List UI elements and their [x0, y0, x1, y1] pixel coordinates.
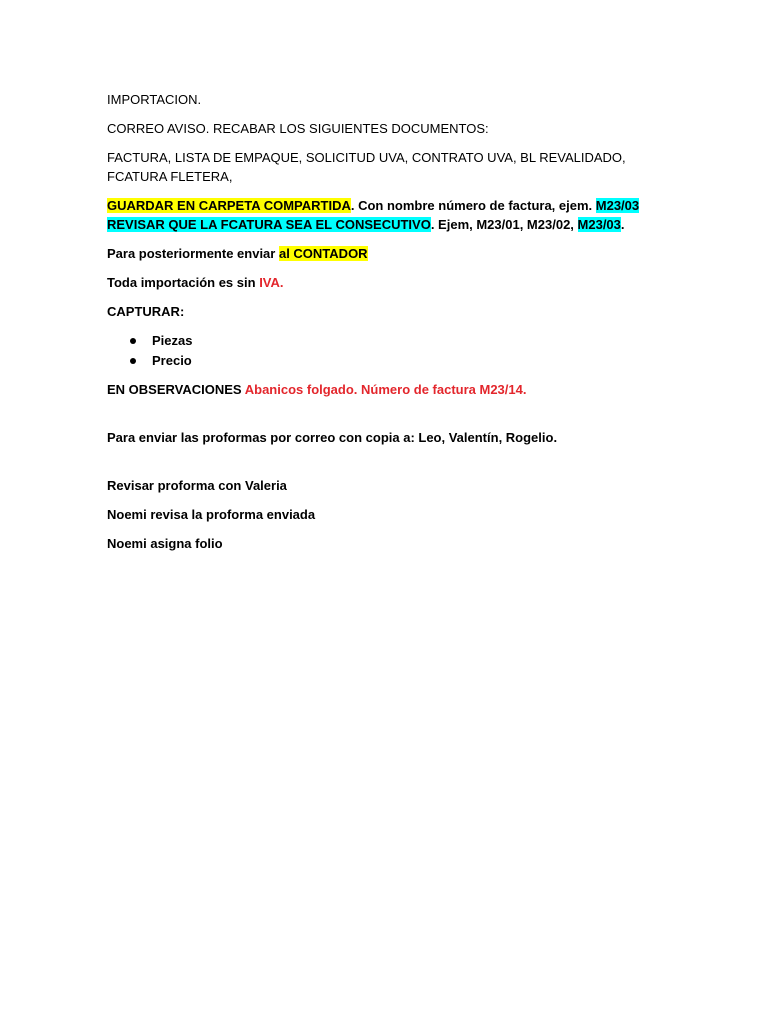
iva-text: Toda importación es sin [107, 275, 260, 290]
list-item-label: Piezas [152, 333, 193, 348]
guardar-highlight: GUARDAR EN CARPETA COMPARTIDA [107, 198, 351, 213]
blank-line [107, 409, 663, 428]
heading-importacion: IMPORTACION. [107, 92, 202, 107]
document-body [107, 90, 663, 563]
observaciones-red-text: Abanicos folgado. Número de factura M23/14. [244, 382, 527, 397]
observaciones-paragraph [107, 380, 663, 399]
m23-03-highlight: M23/03 [577, 217, 621, 232]
iva-paragraph [107, 273, 663, 292]
list-item [107, 331, 663, 351]
guardar-text-2: . Ejem, M23/01, M23/02, [430, 217, 578, 232]
contador-paragraph [107, 244, 663, 263]
guardar-text-3: . [620, 217, 625, 232]
list-item-label: Precio [152, 353, 192, 368]
bullet-icon [130, 338, 136, 344]
correo-aviso-line: CORREO AVISO. RECABAR LOS SIGUIENTES DOCUMENTOS: [107, 121, 489, 136]
list-item [107, 351, 663, 371]
guardar-paragraph [107, 196, 663, 234]
capturar-label: CAPTURAR: [107, 304, 185, 319]
revisar-consecutivo-highlight: M23/03 REVISAR QUE LA FCATURA SEA EL CONSECUTIVO [107, 198, 640, 232]
contador-highlight: al CONTADOR [278, 246, 368, 261]
revisar-proforma-paragraph: Revisar proforma con Valeria [107, 478, 287, 493]
observaciones-label: EN OBSERVACIONES [107, 382, 245, 397]
contador-text: Para posteriormente enviar [107, 246, 279, 261]
capturar-list [107, 331, 663, 371]
bullet-icon [130, 358, 136, 364]
guardar-text-1: . Con nombre número de factura, ejem. [350, 198, 596, 213]
blank-line [107, 457, 663, 476]
noemi-revisa-paragraph: Noemi revisa la proforma enviada [107, 507, 316, 522]
noemi-asigna-paragraph: Noemi asigna folio [107, 536, 223, 551]
iva-red-text: IVA. [259, 275, 284, 290]
documentos-list-line: FACTURA, LISTA DE EMPAQUE, SOLICITUD UVA, CONTRATO UVA, BL REVALIDADO, FCATURA FLETERA, [107, 150, 626, 184]
proformas-paragraph: Para enviar las proformas por correo con copia a: Leo, Valentín, Rogelio. [107, 430, 558, 445]
